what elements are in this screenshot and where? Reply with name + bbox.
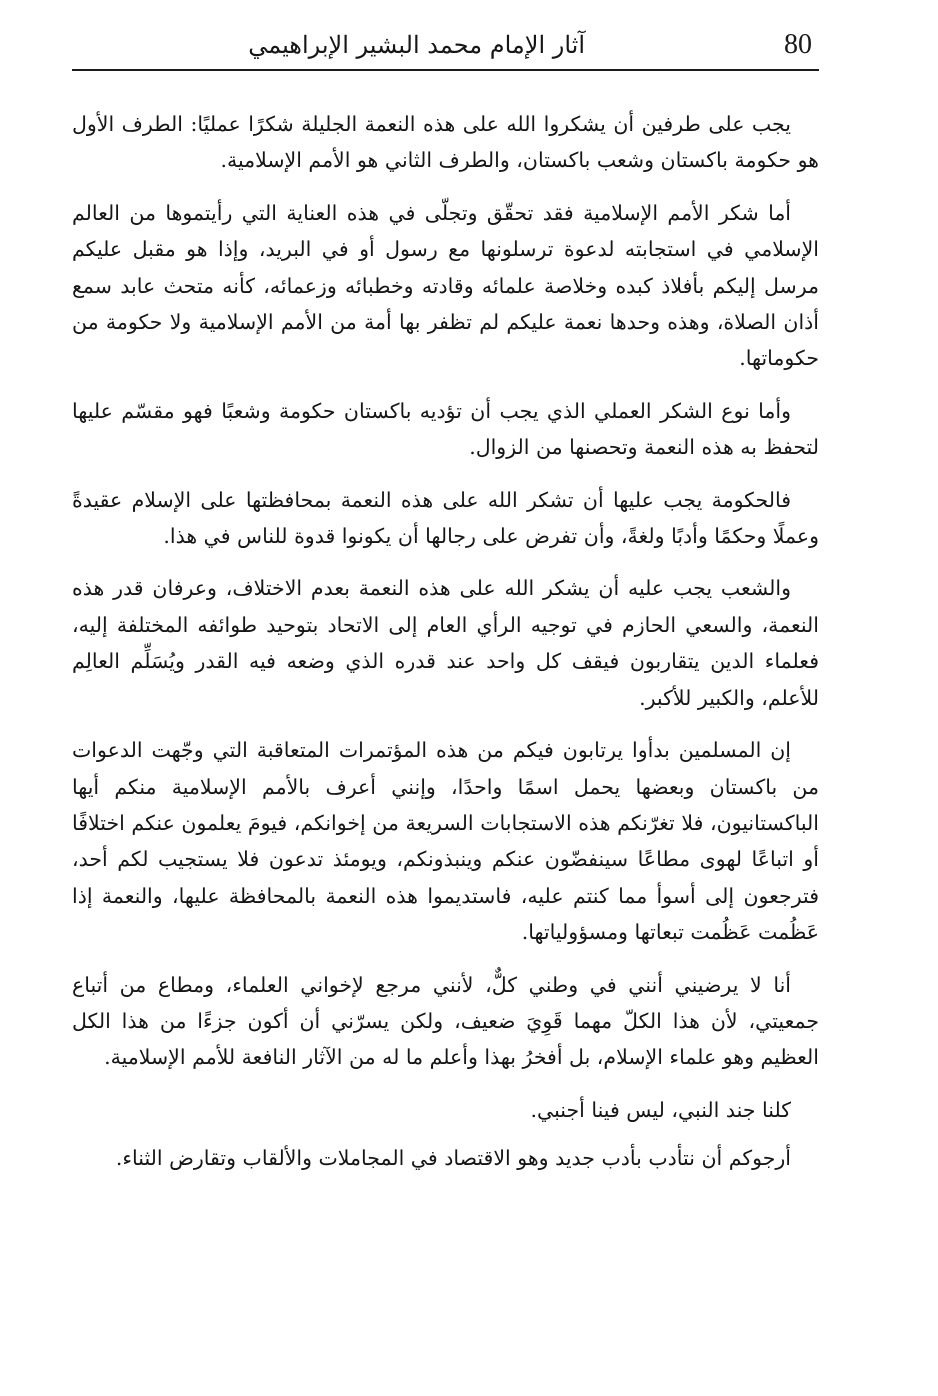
header-rule (72, 69, 819, 71)
paragraph-8: كلنا جند النبي، ليس فينا أجنبي. (530, 1097, 791, 1122)
paragraph-9: أرجوكم أن نتأدب بأدب جديد وهو الاقتصاد في المجاملات والألقاب وتقارض الثناء. (115, 1146, 791, 1171)
paragraph-5: والشعب يجب عليه أن يشكر الله على هذه النعمة بعدم الاختلاف، وعرفان قدر هذه النعمة، والسعي الحازم في توجيه الرأي العام إلى الاتحاد بتوحيد طوائفه المختلفة إليه، فعلماء الدين يتقاربون فيقف كل واحد عند قدره الذي وضعه فيه القدر ويُسَلِّم العالِم للأعلم، والكبير للأكبر. (72, 576, 819, 710)
paragraph-3: وأما نوع الشكر العملي الذي يجب أن تؤديه باكستان حكومة وشعبًا فهو مقسّم عليها لتحفظ به هذه النعمة وتحصنها من الزوال. (72, 398, 819, 460)
paragraph-6: إن المسلمين بدأوا يرتابون فيكم من هذه المؤتمرات المتعاقبة التي وجّهت الدعوات من باكستان وبعضها يحمل اسمًا واحدًا، وإنني أعرف بالأمم الإسلامية منكم أيها الباكستانيون، فلا تغرّنكم هذه الاستجابات السريعة من إخوانكم، فيومَ يعلمون عنكم اختلافًا أو اتباعًا لهوى مطاعًا سينفضّون عنكم وينبذونكم، ويومئذ تدعون فلا يستجيب لكم أحد، فترجعون إلى أسوأ مما كنتم عليه، فاستديموا هذه النعمة بالمحافظة عليها، والنعمة إذا عَظُمت عَظُمت تبعاتها ومسؤولياتها. (72, 738, 819, 945)
page-number: 80 (784, 29, 812, 60)
paragraph-4: فالحكومة يجب عليها أن تشكر الله على هذه النعمة بمحافظتها على الإسلام عقيدةً وعملًا وحكمًا وأدبًا ولغةً، وأن تفرض على رجالها أن يكونوا قدوة للناس في هذا. (72, 487, 819, 549)
running-title: آثار الإمام محمد البشير الإبراهيمي (248, 31, 585, 59)
paragraph-2: أما شكر الأمم الإسلامية فقد تحقّق وتجلّى في هذه العناية التي رأيتموها من العالم الإسلامي في استجابته لدعوة ترسلونها مع رسول أو في البريد، وإذا هو مقبل عليكم مرسل إليكم بأفلاذ كبده وخلاصة علمائه وقادته وخطبائه وزعمائه، كأنه متحث عابد سمع أذان الصلاة، وهذه وحدها نعمة عليكم لم تظفر بها أمة من الأمم الإسلامية ولا حكومة من حكوماتها. (72, 200, 819, 371)
paragraph-1: يجب على طرفين أن يشكروا الله على هذه النعمة الجليلة شكرًا عمليًا: الطرف الأول هو حكومة باكستان وشعب باكستان، والطرف الثاني هو الأمم الإسلامية. (72, 112, 819, 173)
page-body (72, 106, 819, 1189)
paragraph-7: أنا لا يرضيني أنني في وطني كلٌّ، لأنني مرجع لإخواني العلماء، ومطاع من أتباع جمعيتي، لأن هذا الكلّ مهما قَوِيَ ضعيف، ولكن يسرّني أن أكون جزءًا من هذا الكل العظيم وهو علماء الإسلام، بل أفخرُ بهذا وأعلم ما له من الآثار النافعة للأمم الإسلامية. (72, 972, 819, 1070)
